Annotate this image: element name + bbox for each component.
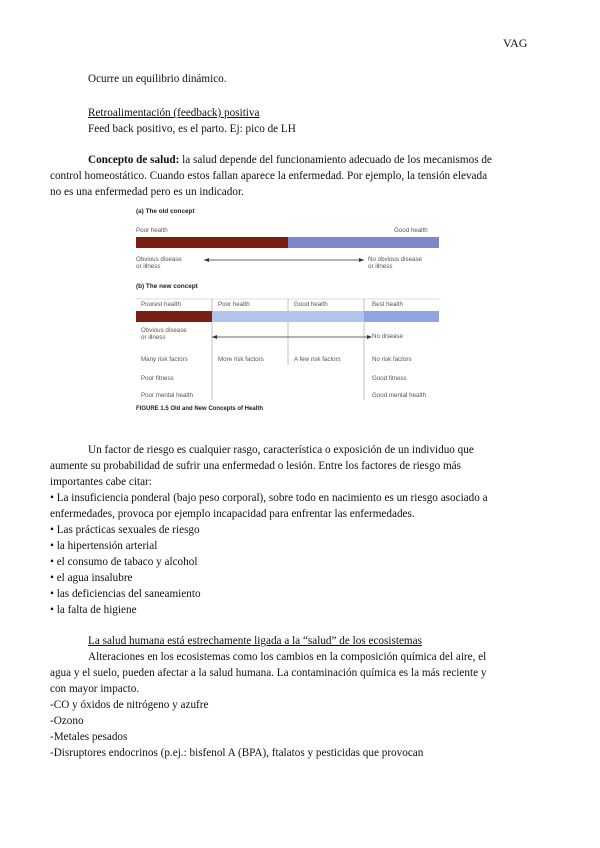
risk-bullet: • las deficiencias del saneamiento (50, 588, 201, 600)
feedback-text: Feed back positivo, es el parto. Ej: pico de LH (88, 123, 296, 135)
good-fitness: Good fitness (372, 375, 407, 382)
riesgo-line1: Un factor de riesgo es cualquier rasgo, característica o exposición de un individuo que (88, 444, 474, 456)
risk-none: No risk factors (372, 356, 412, 363)
risk-few: A few risk factors (294, 356, 341, 363)
new-poorest-bar (136, 311, 212, 322)
paragraph-equilibrio: Ocurre un equilibrio dinámico. (88, 73, 227, 85)
new-poor-bar (212, 311, 288, 322)
ecosistemas-line1: Alteraciones en los ecosistemas como los cambios en la composición química del aire, el (88, 651, 487, 663)
riesgo-line2: aumente su probabilidad de sufrir una enfermedad o lesión. Entre los factores de riesgo más (50, 460, 462, 472)
feedback-heading: Retroalimentación (feedback) positiva (88, 107, 260, 119)
old-good-health-label: Good health (394, 227, 428, 234)
new-col-poorest: Poorest health (141, 301, 181, 308)
new-no-disease: No disease (372, 333, 403, 340)
risk-bullet: • La insuficiencia ponderal (bajo peso corporal), sobre todo en nacimiento es un riesgo asociado a (50, 492, 488, 504)
risk-bullet: • Las prácticas sexuales de riesgo (50, 524, 200, 536)
concepto-line2: control homeostático. Cuando estos fallan aparece la enfermedad. Por ejemplo, la tensión elevada (50, 170, 488, 182)
ecosistemas-line2: agua y el suelo, pueden afectar a la salud humana. La contaminación química es la más reciente y (50, 667, 487, 679)
ecosistemas-line3: con mayor impacto. (50, 683, 140, 695)
health-concepts-figure (132, 205, 444, 417)
riesgo-line3: importantes cabe citar: (50, 476, 152, 488)
old-concept-title: (a) The old concept (136, 208, 195, 215)
risk-many: Many risk factors (141, 356, 188, 363)
header-initials: VAG (503, 36, 528, 50)
good-mental-health: Good mental health (372, 392, 427, 399)
poor-fitness: Poor fitness (141, 375, 174, 382)
new-col-poor: Poor health (218, 301, 250, 308)
old-no-obvious-disease: No obvious disease or illness (368, 256, 423, 270)
contaminant-item: -Disruptores endocrinos (p.ej.: bisfenol A (BPA), ftalatos y pesticidas que provocan (50, 747, 424, 759)
new-good-bar (288, 311, 364, 322)
new-concept-title: (b) The new concept (136, 283, 198, 290)
new-col-good: Good health (294, 301, 328, 308)
risk-bullet: enfermedades, provoca por ejemplo incapacidad para enfrentar las enfermedades. (50, 508, 415, 520)
risk-bullet: • la hipertensión arterial (50, 540, 158, 552)
new-best-bar (364, 311, 439, 322)
contaminant-item: -Metales pesados (50, 731, 128, 743)
old-obvious-disease: Obvious disease or illness (136, 256, 182, 270)
contaminant-item: -CO y óxidos de nitrógeno y azufre (50, 699, 209, 711)
new-col-best: Best health (372, 301, 403, 308)
contaminant-item: -Ozono (50, 715, 84, 727)
concepto-line1 (88, 153, 492, 169)
poor-mental-health: Poor mental health (141, 392, 193, 399)
concepto-line1-text: la salud depende del funcionamiento adecuado de los mecanismos de (179, 154, 492, 166)
risk-more: More risk factors (218, 356, 264, 363)
new-obvious-disease: Obvious disease or illness (141, 327, 187, 341)
concepto-term: Concepto de salud: (88, 154, 180, 166)
risk-bullet: • el agua insalubre (50, 572, 133, 584)
figure-caption: FIGURE 1.5 Old and New Concepts of Health (136, 406, 264, 412)
concepto-line3: no es una enfermedad pero es un indicador. (50, 186, 244, 198)
risk-bullet: • la falta de higiene (50, 604, 137, 616)
risk-bullet: • el consumo de tabaco y alcohol (50, 556, 198, 568)
ecosistemas-heading: La salud humana está estrechamente ligada a la “salud” de los ecosistemas (88, 635, 422, 647)
old-poor-health-label: Poor health (136, 227, 168, 234)
